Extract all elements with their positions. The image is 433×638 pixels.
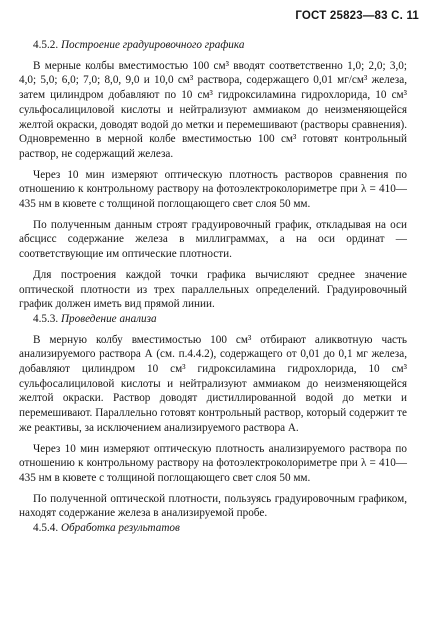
paragraph: По полученным данным строят градуировочный график, откладывая на оси абсцисс содержание железа в миллиграммах, а на оси ординат — соответствующие им оптические плотности.: [19, 218, 407, 261]
section-number: 4.5.2.: [33, 39, 59, 51]
section-title: Проведение анализа: [60, 312, 157, 325]
document-body: [19, 38, 407, 536]
section-heading-4-5-2: [19, 38, 407, 53]
paragraph: В мерную колбу вместимостью 100 см³ отбирают аликвотную часть анализируемого раствора А (см. п.4.4.2), содержащего от 0,01 до 0,1 мг железа, добавляют цилиндром 10 см³ гидроксиламина гидрохлорида, 10 см³ сульфосалициловой кислоты и нейтрализуют аммиаком до неизменяющейся желтой окраски. Раствор доводят дистиллированной водой до метки и перемешивают. Параллельно готовят контрольный раствор, который содержит те же реактивы, за исключением анализируемого раствора А.: [19, 333, 407, 434]
section-heading-4-5-3: [19, 312, 407, 327]
paragraph: Через 10 мин измеряют оптическую плотность анализируемого раствора по отношению к контрольному раствору на фотоэлектроколориметре при λ = 410—435 нм в кювете с толщиной поглощающего свет слоя 50 мм.: [19, 442, 407, 484]
page-header: ГОСТ 25823—83 С. 11: [295, 10, 419, 22]
section-number: 4.5.4.: [33, 522, 59, 535]
paragraph: По полученной оптической плотности, пользуясь градуировочным графиком, находят содержание железа в анализируемой пробе.: [19, 492, 407, 520]
paragraph: В мерные колбы вместимостью 100 см³ вводят соответственно 1,0; 2,0; 3,0; 4,0; 5,0; 6,0; 7,0; 8,0, 9,0 и 10,0 см³ раствора, содержащего 0,01 мг/см³ железа, затем цилиндром добавляют по 10 см³ гидроксиламина гидрохлорида, 10 см³ сульфосалициловой кислоты и нейтрализуют аммиаком до неизменяющейся желтой окраски, доводят водой до метки и перемешивают (растворы сравнения). Одновременно в мерной колбе вместимостью 100 см³ готовят контрольный раствор, не содержащий железа.: [19, 59, 407, 160]
section-title: Обработка результатов: [60, 522, 180, 535]
section-heading-4-5-4: [19, 521, 407, 536]
paragraph: Для построения каждой точки графика вычисляют среднее значение оптической плотности из трех параллельных определений. Градуировочный график должен иметь вид прямой линии.: [19, 268, 407, 311]
paragraph: Через 10 мин измеряют оптическую плотность растворов сравнения по отношению к контрольному раствору на фотоэлектроколориметре при λ = 410—435 нм в кювете с толщиной поглощающего свет слоя 50 мм.: [19, 168, 407, 211]
section-number: 4.5.3.: [33, 312, 59, 325]
section-title: Построение градуировочного графика: [60, 39, 245, 51]
